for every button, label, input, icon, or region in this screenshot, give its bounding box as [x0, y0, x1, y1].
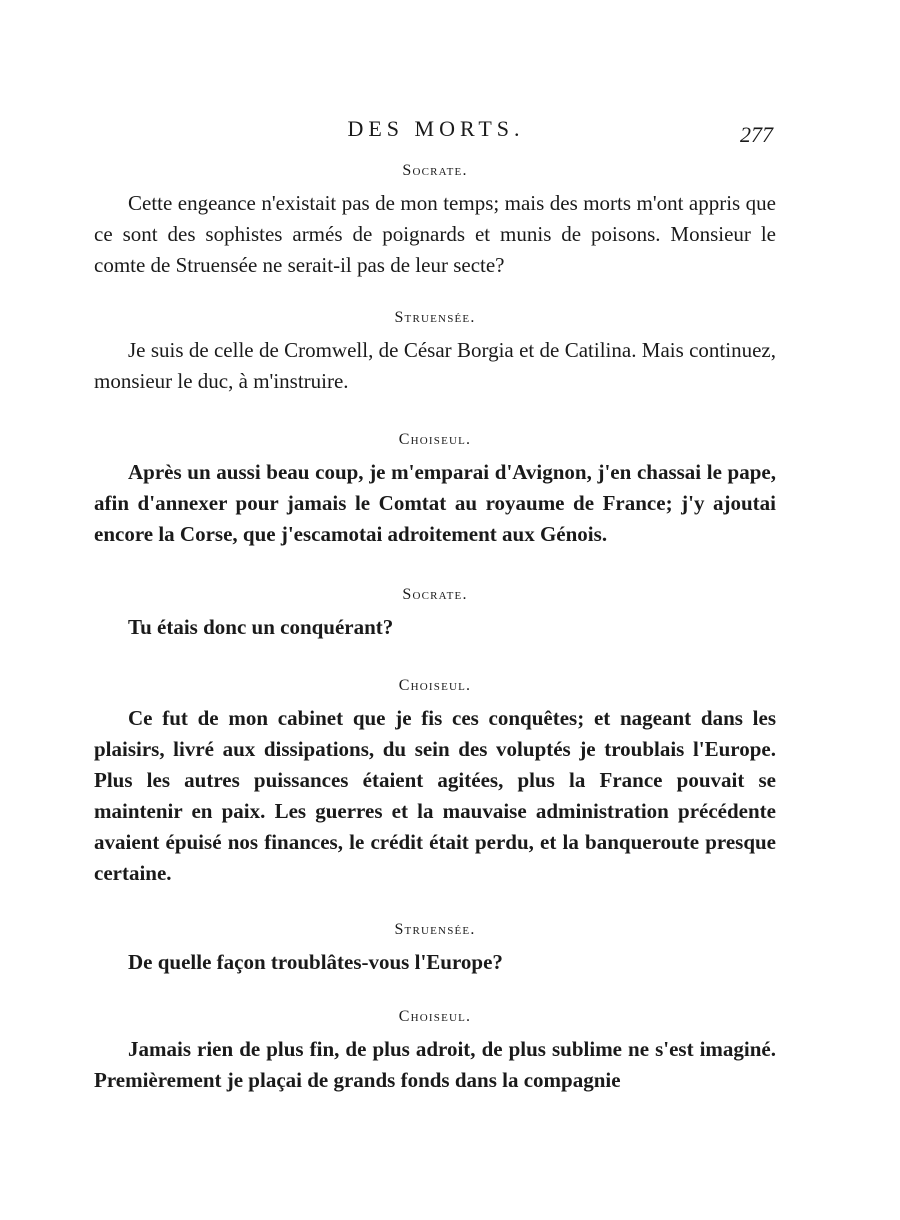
page-number: 277: [740, 122, 773, 147]
speaker-name: Choiseul.: [398, 1008, 472, 1025]
dialogue-entry: [94, 584, 776, 643]
speech-text: Ce fut de mon cabinet que je fis ces conquêtes; et nageant dans les plaisirs, livré aux dissipations, du sein des voluptés je troublais l'Europe. Plus les autres puissances étaient agitées, plus la France pouvait se maintenir en paix. Les guerres et la mauvaise administration précédente avaient épuisé nos finances, le crédit était perdu, et la banqueroute presque certaine.: [94, 706, 776, 885]
dialogue-entry: [94, 675, 776, 889]
dialogue-entry: [94, 307, 776, 397]
dialogue-entry: [94, 1006, 776, 1096]
dialogue-entry: [94, 160, 776, 281]
speech-text: Après un aussi beau coup, je m'emparai d'Avignon, j'en chassai le pape, afin d'annexer pour jamais le Comtat au royaume de France; j'y ajoutai encore la Corse, que j'escamotai adroitement aux Génois.: [94, 460, 776, 546]
speaker-name: Struensée.: [394, 309, 476, 326]
speaker-name: Choiseul.: [398, 431, 472, 448]
speech-text: Jamais rien de plus fin, de plus adroit, de plus sublime ne s'est imaginé. Premièrement je plaçai de grands fonds dans la compagnie: [94, 1037, 776, 1092]
speech-text: Je suis de celle de Cromwell, de César Borgia et de Catilina. Mais continuez, monsieur le duc, à m'instruire.: [94, 338, 776, 393]
speech-text: Tu étais donc un conquérant?: [128, 615, 394, 639]
speaker-name: Socrate.: [402, 586, 468, 603]
dialogue-entry: [94, 919, 776, 978]
dialogue-entry: [94, 429, 776, 550]
speech-text: De quelle façon troublâtes-vous l'Europe?: [128, 950, 503, 974]
speaker-name: Socrate.: [402, 162, 468, 179]
speaker-name: Choiseul.: [398, 677, 472, 694]
speech-text: Cette engeance n'existait pas de mon temps; mais des morts m'ont appris que ce sont des sophistes armés de poignards et munis de poisons. Monsieur le comte de Struensée ne serait-il pas de leur secte?: [94, 191, 776, 277]
running-title: DES MORTS.: [347, 116, 525, 141]
speaker-name: Struensée.: [394, 921, 476, 938]
